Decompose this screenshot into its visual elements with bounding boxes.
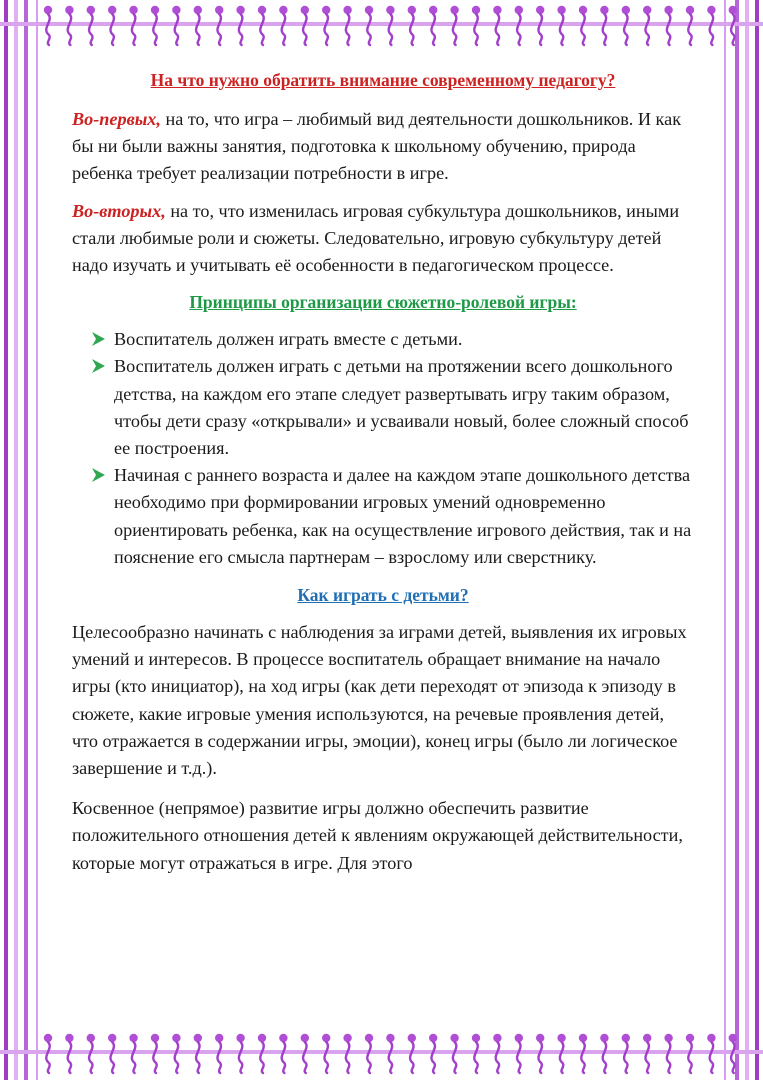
page-content (72, 70, 694, 877)
paragraph-secondly (72, 198, 694, 280)
frame-right-thin-bar (724, 0, 726, 1080)
list-item-text: Воспитатель должен играть вместе с детьми. (114, 329, 463, 350)
frame-right-accent-bar (735, 0, 739, 1080)
list-item (72, 353, 694, 462)
arrow-bullet-icon (90, 467, 106, 483)
text-firstly: на то, что игра – любимый вид деятельности дошкольников. И как бы ни были важны занятия, подготовка к школьному обучению, природа ребенка требует реализации потребности в игре. (72, 109, 682, 184)
frame-right-inner-bar (745, 0, 749, 1080)
frame-left-accent-bar (24, 0, 28, 1080)
bottom-ornament-row (0, 1028, 763, 1080)
paragraph-indirect-development: Косвенное (непрямое) развитие игры должно обеспечить развитие положительного отношения детей к явлениям окружающей действительности, которые могут отражаться в игре. Для этого (72, 798, 683, 873)
paragraph-firstly (72, 106, 694, 188)
lead-firstly: Во-первых, (72, 109, 161, 129)
section-title-how-to-play: Как играть с детьми? (297, 585, 469, 606)
list-item (72, 462, 694, 571)
lead-secondly: Во-вторых, (72, 200, 166, 221)
frame-right-outer-bar (755, 0, 759, 1080)
list-item (72, 326, 694, 353)
section-title-principles: Принципы организации сюжетно-ролевой игры: (189, 292, 577, 313)
arrow-bullet-icon (90, 331, 106, 347)
frame-left-outer-bar (4, 0, 8, 1080)
arrow-bullet-icon (90, 358, 106, 374)
paragraph-observation: Целесообразно начинать с наблюдения за играми детей, выявления их игровых умений и интересов. В процессе воспитатель обращает внимание на начало игры (кто инициатор), на ход игры (как дети переходят от эпизода к эпизоду в сюжете, какие игровые умения используются, на речевые проявления детей, что отражается в содержании игры, эмоции), конец игры (было ли логическое завершение и т.д.). (72, 622, 687, 779)
list-item-text: Начиная с раннего возраста и далее на каждом этапе дошкольного детства необходимо при формировании игровых умений одновременно ориентировать ребенка, как на осуществление игрового действия, так и на пояснение его смысла партнерам – взрослому или сверстнику. (114, 465, 692, 567)
top-ornament-row (0, 0, 763, 52)
frame-left-thin-bar (36, 0, 38, 1080)
text-secondly: на то, что изменилась игровая субкультура дошкольников, иными стали любимые роли и сюжеты. Следовательно, игровую субкультуру детей надо изучать и учитывать её особенности в педагогическом процессе. (72, 200, 680, 276)
list-item-text: Воспитатель должен играть с детьми на протяжении всего дошкольного детства, на каждом его этапе следует развертывать игру таким образом, чтобы дети сразу «открывали» и усваивали новый, более сложный способ ее построения. (114, 356, 689, 459)
frame-left-inner-bar (14, 0, 18, 1080)
section-title-attention: На что нужно обратить внимание современному педагогу? (150, 70, 616, 90)
principles-list (72, 326, 694, 571)
